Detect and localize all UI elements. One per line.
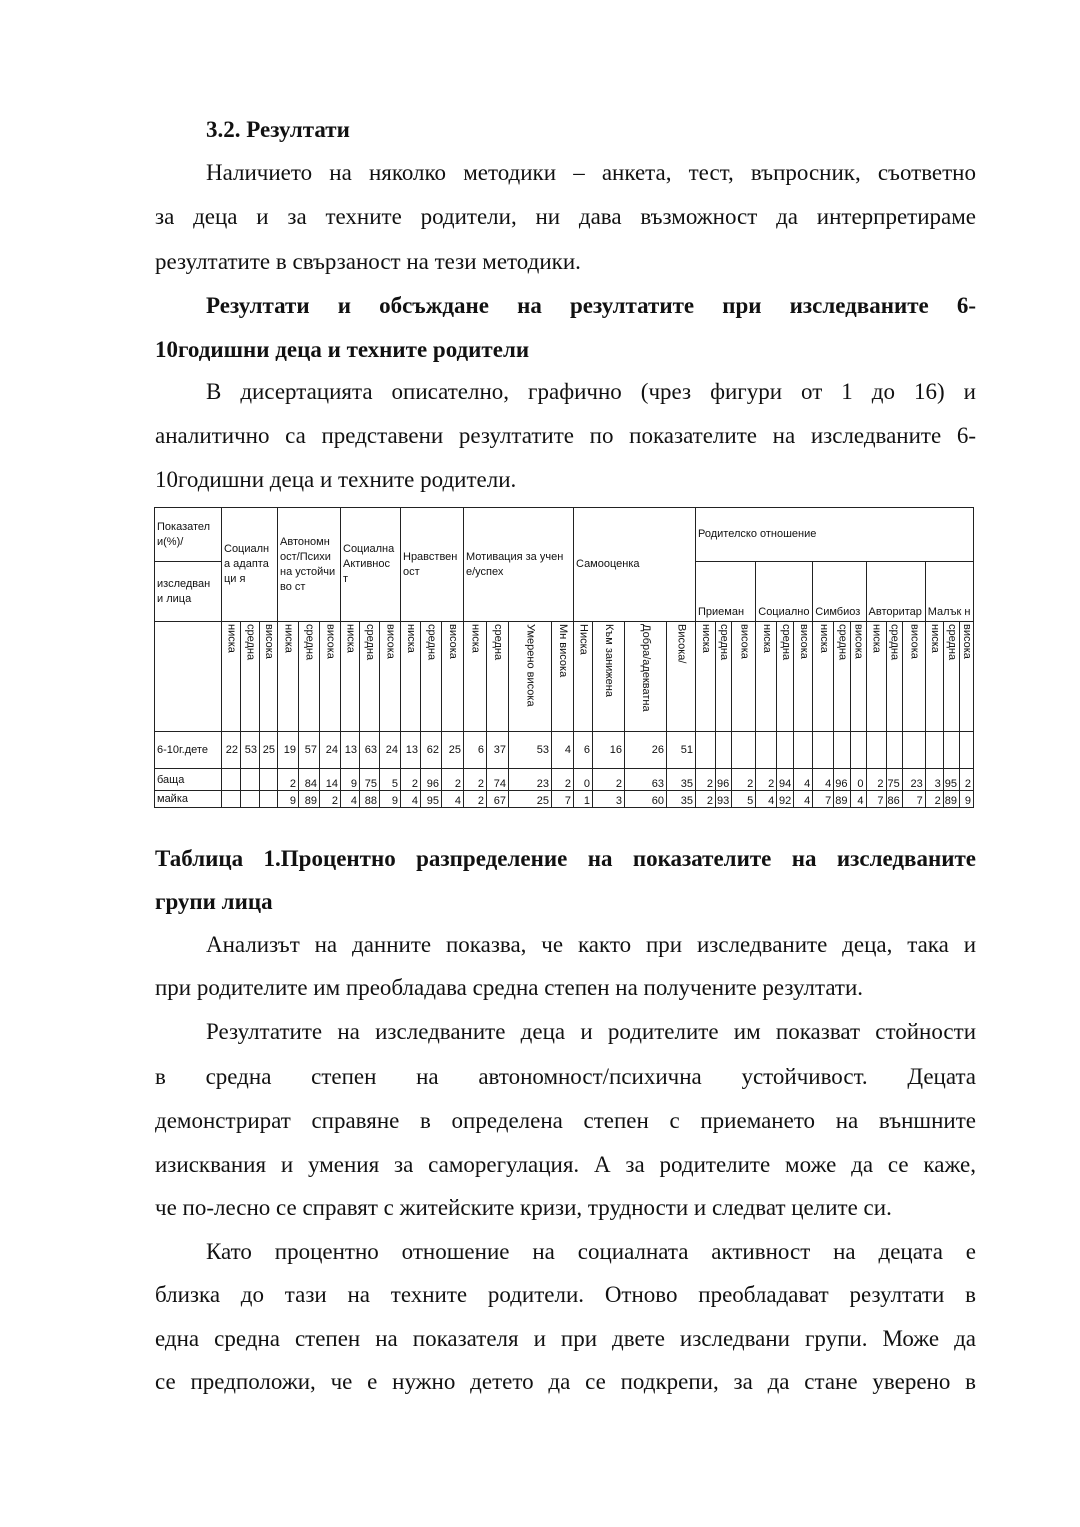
table-cell: 89 <box>299 791 320 808</box>
sub-header-wrap <box>421 622 441 728</box>
sub-header <box>756 622 777 732</box>
table-cell: 2 <box>464 791 487 808</box>
table-cell: 19 <box>278 732 299 769</box>
table-cell: 2 <box>442 769 464 791</box>
para5-line-1: Като процентно отношение на социалната активност на децата е <box>206 1239 976 1264</box>
sub-header <box>625 622 667 732</box>
table-cell <box>943 732 959 769</box>
sub-header-label: средна <box>836 624 849 661</box>
table-cell <box>260 769 278 791</box>
sub-header-label: средна <box>492 624 504 661</box>
table-cell: 89 <box>834 791 850 808</box>
sub-header-wrap <box>574 622 592 728</box>
corner-header-bottom: изследван и лица <box>155 562 222 622</box>
sub-header <box>552 622 574 732</box>
table-cell: 4 <box>756 791 777 808</box>
sub-header-wrap <box>299 622 319 728</box>
sub-header <box>902 622 925 732</box>
para2-line-1: В дисертацията описателно, графично (чрез фигури от 1 до 16) и <box>206 379 976 404</box>
sub-header-label: висока <box>384 624 397 659</box>
table-cell: 94 <box>777 769 794 791</box>
para4-line-2: в средна степен на автономност/психична устойчивост. Децата <box>155 1064 976 1089</box>
table-cell: 16 <box>593 732 625 769</box>
sub-header-label: висока <box>797 624 810 659</box>
sub-header-label: средна <box>364 624 376 661</box>
table-cell <box>241 769 260 791</box>
table-cell: 6 <box>574 732 593 769</box>
sub-header-wrap <box>260 622 277 728</box>
subheading-line-1: Резултати и обсъждане на резултатите при изследваните 6- <box>206 293 976 318</box>
table-cell <box>902 732 925 769</box>
sub-header-wrap <box>241 622 259 728</box>
sub-header-wrap <box>732 622 755 728</box>
table-cell <box>777 732 794 769</box>
sub-header-label: висока <box>738 624 751 659</box>
para3-line-1: Анализът на данните показва, че както при изследваните деца, така и <box>206 932 976 957</box>
table-cell: 4 <box>850 791 866 808</box>
sub-header <box>593 622 625 732</box>
table-cell: 7 <box>866 791 886 808</box>
sub-header <box>380 622 401 732</box>
table-cell: 0 <box>850 769 866 791</box>
sub-header-wrap <box>509 622 551 728</box>
table-cell <box>834 732 850 769</box>
sub-header-label: Добра/адекватна <box>640 624 652 712</box>
sub-header-label: ниска <box>700 624 712 653</box>
table-cell: 5 <box>732 791 756 808</box>
parent-subgroup-header: Социално <box>756 562 813 622</box>
para2-line-3: 10годишни деца и техните родители. <box>155 467 517 492</box>
sub-header <box>960 622 974 732</box>
table-cell: 14 <box>320 769 341 791</box>
sub-header <box>222 622 241 732</box>
table-cell: 92 <box>777 791 794 808</box>
table-cell <box>960 732 974 769</box>
sub-header-wrap <box>464 622 486 728</box>
table-cell <box>866 732 886 769</box>
sub-header-label: висока <box>961 624 973 659</box>
table-cell: 3 <box>925 769 943 791</box>
sub-header <box>716 622 732 732</box>
sub-header <box>866 622 886 732</box>
table-cell: 57 <box>299 732 320 769</box>
sub-header-wrap <box>944 622 959 728</box>
table-cell <box>716 732 732 769</box>
section-heading: 3.2. Резултати <box>206 117 350 142</box>
sub-header-wrap <box>442 622 463 728</box>
group-header-parent: Родителско отношение <box>696 508 974 562</box>
sub-header <box>360 622 380 732</box>
sub-header-label: средна <box>779 624 792 661</box>
sub-header-wrap <box>813 622 833 728</box>
table-cell: 24 <box>380 732 401 769</box>
sub-header-wrap <box>756 622 776 728</box>
table-cell: 74 <box>487 769 509 791</box>
sub-header <box>464 622 487 732</box>
row-label: баща <box>155 769 222 791</box>
table-cell: 67 <box>487 791 509 808</box>
sub-header-wrap <box>222 622 240 728</box>
table-cell <box>241 791 260 808</box>
sub-header-wrap <box>903 622 925 728</box>
sub-header-label: средна <box>425 624 438 661</box>
sub-header-wrap <box>867 622 886 728</box>
sub-header <box>260 622 278 732</box>
sub-header-wrap <box>696 622 715 728</box>
sub-header-wrap <box>926 622 943 728</box>
table-cell: 4 <box>552 732 574 769</box>
group-header: Автономн ост/Психи на устойчиво ст <box>278 508 341 622</box>
table-cell: 7 <box>552 791 574 808</box>
sub-header-label: ниска <box>469 624 482 653</box>
table-cell: 1 <box>574 791 593 808</box>
table-cell: 2 <box>464 769 487 791</box>
table-cell: 4 <box>794 769 813 791</box>
sub-header-label: висока <box>908 624 921 659</box>
table-cell: 95 <box>421 791 442 808</box>
table-cell: 53 <box>509 732 552 769</box>
para5-line-4: се предположи, че е нужно детето да се подкрепи, за да стане уверено в <box>155 1369 976 1394</box>
row-label: 6-10г.дете <box>155 732 222 769</box>
sub-header-label: Умерено висока <box>524 624 537 707</box>
sub-header-label: средна <box>888 624 901 661</box>
table-cell <box>850 732 866 769</box>
table-cell: 89 <box>943 791 959 808</box>
sub-header-wrap <box>278 622 298 728</box>
subheading-line-2: 10годишни деца и техните родители <box>155 337 530 362</box>
table-cell: 7 <box>902 791 925 808</box>
sub-header-wrap <box>360 622 379 728</box>
table-cell <box>260 791 278 808</box>
table-cell <box>732 732 756 769</box>
group-header: Социална адаптаци я <box>222 508 278 622</box>
table-cell: 24 <box>320 732 341 769</box>
table-cell: 2 <box>756 769 777 791</box>
sub-header-label: Висока/ <box>675 624 688 664</box>
table-cell: 0 <box>574 769 593 791</box>
table-cell: 60 <box>625 791 667 808</box>
sub-header <box>777 622 794 732</box>
para4-line-1: Резултатите на изследваните деца и родителите им показват стойности <box>206 1019 976 1044</box>
sub-header-label: средна <box>303 624 316 661</box>
sub-header <box>401 622 421 732</box>
table-cell: 2 <box>925 791 943 808</box>
sub-header-wrap <box>401 622 420 728</box>
table-cell: 3 <box>593 791 625 808</box>
sub-header-wrap <box>794 622 812 728</box>
caption-line-2: групи лица <box>155 889 273 914</box>
para5-line-2: близка до тази на техните родители. Отново преобладават резултати в <box>155 1282 976 1307</box>
table-cell: 37 <box>487 732 509 769</box>
intro-line-1: Наличието на няколко методики – анкета, тест, въпросник, съответно <box>206 160 976 185</box>
table-cell: 25 <box>260 732 278 769</box>
group-header: Нравствен ост <box>401 508 464 622</box>
table-cell: 35 <box>667 769 696 791</box>
sub-header-label: висока <box>447 624 459 659</box>
table-cell: 2 <box>696 769 716 791</box>
table-cell: 25 <box>509 791 552 808</box>
sub-header-wrap <box>320 622 340 728</box>
sub-header-label: Към занижена <box>603 624 615 697</box>
sub-header <box>943 622 959 732</box>
sub-header-label: ниска <box>344 624 357 653</box>
table-cell: 4 <box>813 769 834 791</box>
sub-header <box>278 622 299 732</box>
parent-subgroup-header: Малък н <box>925 562 973 622</box>
sub-header-label: ниска <box>870 624 883 653</box>
table-cell: 9 <box>380 791 401 808</box>
sub-header-wrap <box>716 622 731 728</box>
para4-line-3: демонстрират справяне в определена степен с приемането на външните <box>155 1108 976 1133</box>
table-cell: 75 <box>360 769 380 791</box>
sub-header <box>696 622 716 732</box>
group-header: Самооценка <box>574 508 696 622</box>
table-cell: 22 <box>222 732 241 769</box>
para5-line-3: една средна степен на показателя и при двете изследвани групи. Може да <box>155 1326 976 1351</box>
sub-header <box>320 622 341 732</box>
sub-header <box>341 622 360 732</box>
sub-header-label: висока <box>263 624 275 659</box>
table-cell: 2 <box>593 769 625 791</box>
table-cell: 4 <box>341 791 360 808</box>
table-cell <box>813 732 834 769</box>
table-cell: 2 <box>866 769 886 791</box>
table-cell: 2 <box>732 769 756 791</box>
sub-header-wrap <box>887 622 902 728</box>
table-cell: 2 <box>320 791 341 808</box>
parent-subgroup-header: Авторитар <box>866 562 925 622</box>
table-cell: 2 <box>552 769 574 791</box>
table-cell: 96 <box>421 769 442 791</box>
sub-header-label: Ниска <box>577 624 590 655</box>
sub-header-label: средна <box>945 624 958 661</box>
sub-header <box>886 622 902 732</box>
corner-header-top: Показател и(%)/ <box>155 508 222 562</box>
sub-header <box>241 622 260 732</box>
sub-header-label: висока <box>324 624 337 659</box>
sub-header <box>834 622 850 732</box>
parent-subgroup-header: Приеман <box>696 562 756 622</box>
table-cell: 93 <box>716 791 732 808</box>
table-cell: 95 <box>943 769 959 791</box>
table-cell: 84 <box>299 769 320 791</box>
row-label: майка <box>155 791 222 808</box>
table-cell: 13 <box>401 732 421 769</box>
intro-line-3: резултатите в свързаност на тези методики. <box>155 249 581 274</box>
sub-header <box>421 622 442 732</box>
sub-header-label: ниска <box>817 624 830 653</box>
sub-header-label: ниска <box>282 624 295 653</box>
table-cell: 26 <box>625 732 667 769</box>
sub-header <box>813 622 834 732</box>
table-cell: 88 <box>360 791 380 808</box>
sub-header-wrap <box>625 622 666 728</box>
sub-header-wrap <box>593 622 624 728</box>
table-cell: 2 <box>696 791 716 808</box>
table-cell <box>794 732 813 769</box>
sub-header <box>487 622 509 732</box>
table-cell: 86 <box>886 791 902 808</box>
table-cell <box>925 732 943 769</box>
sub-header-wrap <box>960 622 973 728</box>
table-cell: 25 <box>442 732 464 769</box>
table-cell: 9 <box>341 769 360 791</box>
sub-header-wrap <box>380 622 400 728</box>
table-cell: 63 <box>360 732 380 769</box>
caption-line-1: Таблица 1.Процентно разпределение на показателите на изследваните <box>155 846 976 871</box>
table-cell: 7 <box>813 791 834 808</box>
table-cell: 5 <box>380 769 401 791</box>
sub-header-label: средна <box>718 624 731 661</box>
sub-header-wrap <box>487 622 508 728</box>
sub-header-wrap <box>552 622 573 728</box>
table-cell <box>886 732 902 769</box>
table-row <box>155 791 974 808</box>
group-header: Социална Активнос т <box>341 508 401 622</box>
sub-header-label: средна <box>244 624 257 661</box>
para4-line-5: че по-лесно се справят с житейските кризи, трудности и следват целите си. <box>155 1195 892 1220</box>
table-cell: 2 <box>278 769 299 791</box>
sub-header <box>732 622 756 732</box>
sub-header-wrap <box>341 622 359 728</box>
sub-header-wrap <box>777 622 793 728</box>
sub-header-wrap <box>851 622 866 728</box>
table-cell: 9 <box>960 791 974 808</box>
table-cell: 35 <box>667 791 696 808</box>
intro-line-2: за деца и за техните родители, ни дава възможност да интерпретираме <box>155 204 976 229</box>
table-cell: 4 <box>442 791 464 808</box>
table-cell: 23 <box>509 769 552 791</box>
table-row <box>155 732 974 769</box>
sub-header <box>850 622 866 732</box>
sub-header-label: ниска <box>760 624 773 653</box>
group-header: Мотивация за учене/успех <box>464 508 574 622</box>
para4-line-4: изисквания и умения за саморегулация. А за родителите може да се каже, <box>155 1152 976 1177</box>
sub-header <box>299 622 320 732</box>
sub-header-label: ниска <box>928 624 941 653</box>
table-row <box>155 769 974 791</box>
table-cell <box>222 791 241 808</box>
sub-header-label: ниска <box>405 624 417 653</box>
sub-header <box>574 622 593 732</box>
sub-header-label: ниска <box>225 624 238 653</box>
sub-header <box>509 622 552 732</box>
sub-header-wrap <box>667 622 695 728</box>
table-cell: 51 <box>667 732 696 769</box>
table-cell: 13 <box>341 732 360 769</box>
table-cell <box>756 732 777 769</box>
table-cell: 9 <box>278 791 299 808</box>
table-cell: 6 <box>464 732 487 769</box>
sub-header <box>925 622 943 732</box>
para2-line-2: аналитично са представени резултатите по показателите на изследваните 6- <box>155 423 976 448</box>
table-cell: 75 <box>886 769 902 791</box>
table-cell: 23 <box>902 769 925 791</box>
sub-header-label: висока <box>852 624 865 659</box>
sub-header <box>794 622 813 732</box>
table-cell: 2 <box>401 769 421 791</box>
table-cell <box>696 732 716 769</box>
parent-subgroup-header: Симбиоз <box>813 562 866 622</box>
sub-header-label: Мн висока <box>557 624 569 678</box>
table-cell: 63 <box>625 769 667 791</box>
blank-header-cell <box>155 622 222 732</box>
sub-header <box>667 622 696 732</box>
table-cell: 2 <box>960 769 974 791</box>
table-cell: 96 <box>834 769 850 791</box>
table-cell <box>222 769 241 791</box>
table-cell: 62 <box>421 732 442 769</box>
sub-header-wrap <box>834 622 849 728</box>
table-cell: 4 <box>401 791 421 808</box>
para3-line-2: при родителите им преобладава средна степен на получените резултати. <box>155 975 864 1000</box>
sub-header <box>442 622 464 732</box>
table-cell: 4 <box>794 791 813 808</box>
results-table <box>154 507 974 808</box>
table-cell: 96 <box>716 769 732 791</box>
table-cell: 53 <box>241 732 260 769</box>
